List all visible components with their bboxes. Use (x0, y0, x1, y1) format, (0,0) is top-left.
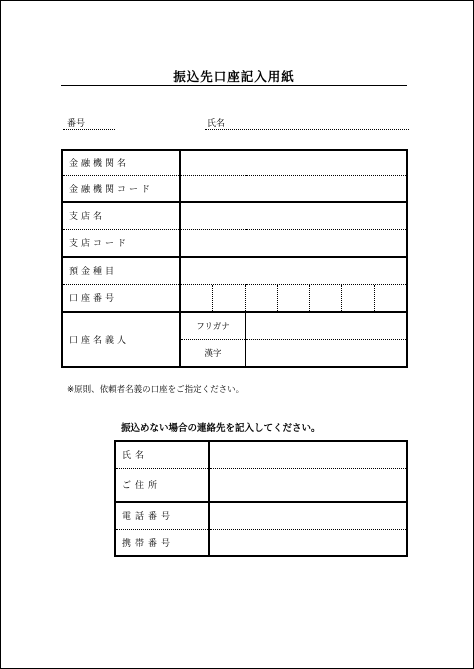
contact-phone-label: 電話番号 (115, 502, 209, 529)
digit-box[interactable] (310, 285, 342, 311)
bank-name-field[interactable] (180, 150, 407, 175)
contact-name-text: 氏名 (122, 451, 149, 462)
account-number-field[interactable] (180, 284, 407, 312)
digit-box[interactable] (375, 285, 406, 311)
branch-code-field[interactable] (180, 229, 407, 257)
instruction-note: ※原則、依頼者名義の口座をご指定ください。 (67, 385, 245, 395)
digit-box[interactable] (213, 285, 245, 311)
contact-mobile-label: 携帯番号 (115, 529, 209, 556)
number-label: 番号 (67, 119, 86, 129)
digit-box[interactable] (181, 285, 213, 311)
bank-name-label: 金融機関名 (62, 150, 180, 175)
contact-phone-field[interactable] (209, 502, 407, 529)
branch-code-label: 支店コード (62, 229, 180, 257)
contact-name-label (115, 441, 209, 468)
account-holder-label: 口座名義人 (62, 312, 180, 367)
contact-mobile-field[interactable] (209, 529, 407, 556)
bank-account-table (61, 149, 408, 368)
digit-box[interactable] (278, 285, 310, 311)
title-underline (61, 85, 407, 86)
contact-heading: 振込めない場合の連絡先を記入してください。 (121, 423, 321, 434)
name-label: 氏名 (207, 119, 226, 129)
contact-table (114, 440, 408, 557)
bank-code-label: 金融機関コード (62, 175, 180, 202)
contact-name-field[interactable] (209, 441, 407, 468)
furigana-label: フリガナ (180, 312, 246, 340)
account-number-label: 口座番号 (62, 284, 180, 312)
kanji-field[interactable] (246, 340, 408, 367)
deposit-type-field[interactable] (180, 257, 407, 284)
number-field[interactable] (63, 129, 115, 130)
contact-address-field[interactable] (209, 468, 407, 502)
page-title: 振込先口座記入用紙 (173, 69, 295, 84)
digit-box[interactable] (246, 285, 278, 311)
kanji-label: 漢字 (180, 340, 246, 367)
branch-name-label: 支店名 (62, 202, 180, 229)
contact-address-label: ご住所 (115, 468, 209, 502)
bank-code-field[interactable] (180, 175, 407, 202)
name-field[interactable] (205, 129, 409, 130)
digit-box[interactable] (342, 285, 374, 311)
deposit-type-label: 預金種目 (62, 257, 180, 284)
furigana-field[interactable] (246, 312, 408, 340)
branch-name-field[interactable] (180, 202, 407, 229)
account-number-digit-boxes (181, 285, 406, 311)
